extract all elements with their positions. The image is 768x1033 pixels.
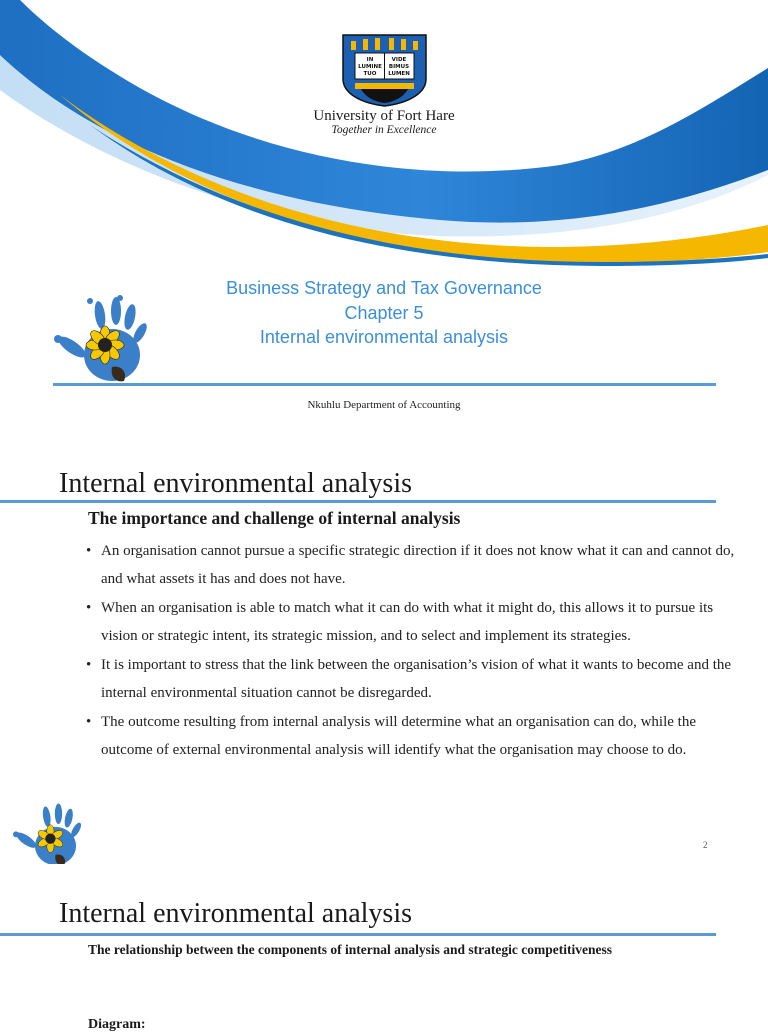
svg-text:IN: IN [366, 57, 374, 63]
content-slide [0, 444, 768, 864]
department-footer: Nkuhlu Department of Accounting [307, 399, 461, 411]
slide-heading: Internal environmental analysis [59, 898, 412, 929]
bullet-item: • An organisation cannot pursue a specific strategic direction if it does not know what it can and cannot do, and what assets it has and does not have. [86, 537, 746, 593]
svg-text:BIMUS: BIMUS [388, 64, 410, 70]
svg-text:VIDE: VIDE [391, 57, 407, 63]
divider [53, 383, 716, 386]
content-slide [0, 872, 768, 1032]
svg-text:LUMEN: LUMEN [388, 71, 410, 77]
slide-separator [0, 864, 768, 872]
slide-subheading: The relationship between the components of internal analysis and strategic competitiveness [88, 942, 612, 957]
page-number: 2 [703, 840, 708, 850]
bullet-list [86, 537, 746, 765]
slide-subheading: The importance and challenge of internal analysis [88, 508, 461, 528]
svg-text:TUO: TUO [363, 71, 377, 77]
hand-logo-icon [10, 802, 82, 868]
university-crest-icon [341, 33, 428, 107]
chapter-number: Chapter 5 [344, 302, 424, 323]
course-title: Business Strategy and Tax Governance [226, 278, 542, 298]
bullet-item: • The outcome resulting from internal analysis will determine what an organisation can do, while the outcome of external environmental analysis will identify what the organisation may choose to do. [86, 708, 746, 764]
university-name: University of Fort Hare [313, 108, 455, 124]
slide-title-block [0, 276, 768, 350]
title-slide [0, 0, 768, 440]
divider [0, 500, 716, 503]
chapter-title: Internal environmental analysis [259, 327, 509, 347]
divider [0, 933, 716, 936]
diagram-label: Diagram: [88, 1017, 146, 1032]
university-motto: Together in Excellence [331, 124, 437, 136]
svg-text:LUMINE: LUMINE [358, 64, 382, 70]
bullet-item: • When an organisation is able to match what it can do with what it might do, this allows it to pursue its vision or strategic intent, its strategic mission, and to select and implement its strategies. [86, 594, 746, 650]
bullet-item: • It is important to stress that the link between the organisation’s vision of what it wants to become and the internal environmental situation cannot be disregarded. [86, 651, 746, 707]
slide-heading: Internal environmental analysis [59, 468, 412, 499]
